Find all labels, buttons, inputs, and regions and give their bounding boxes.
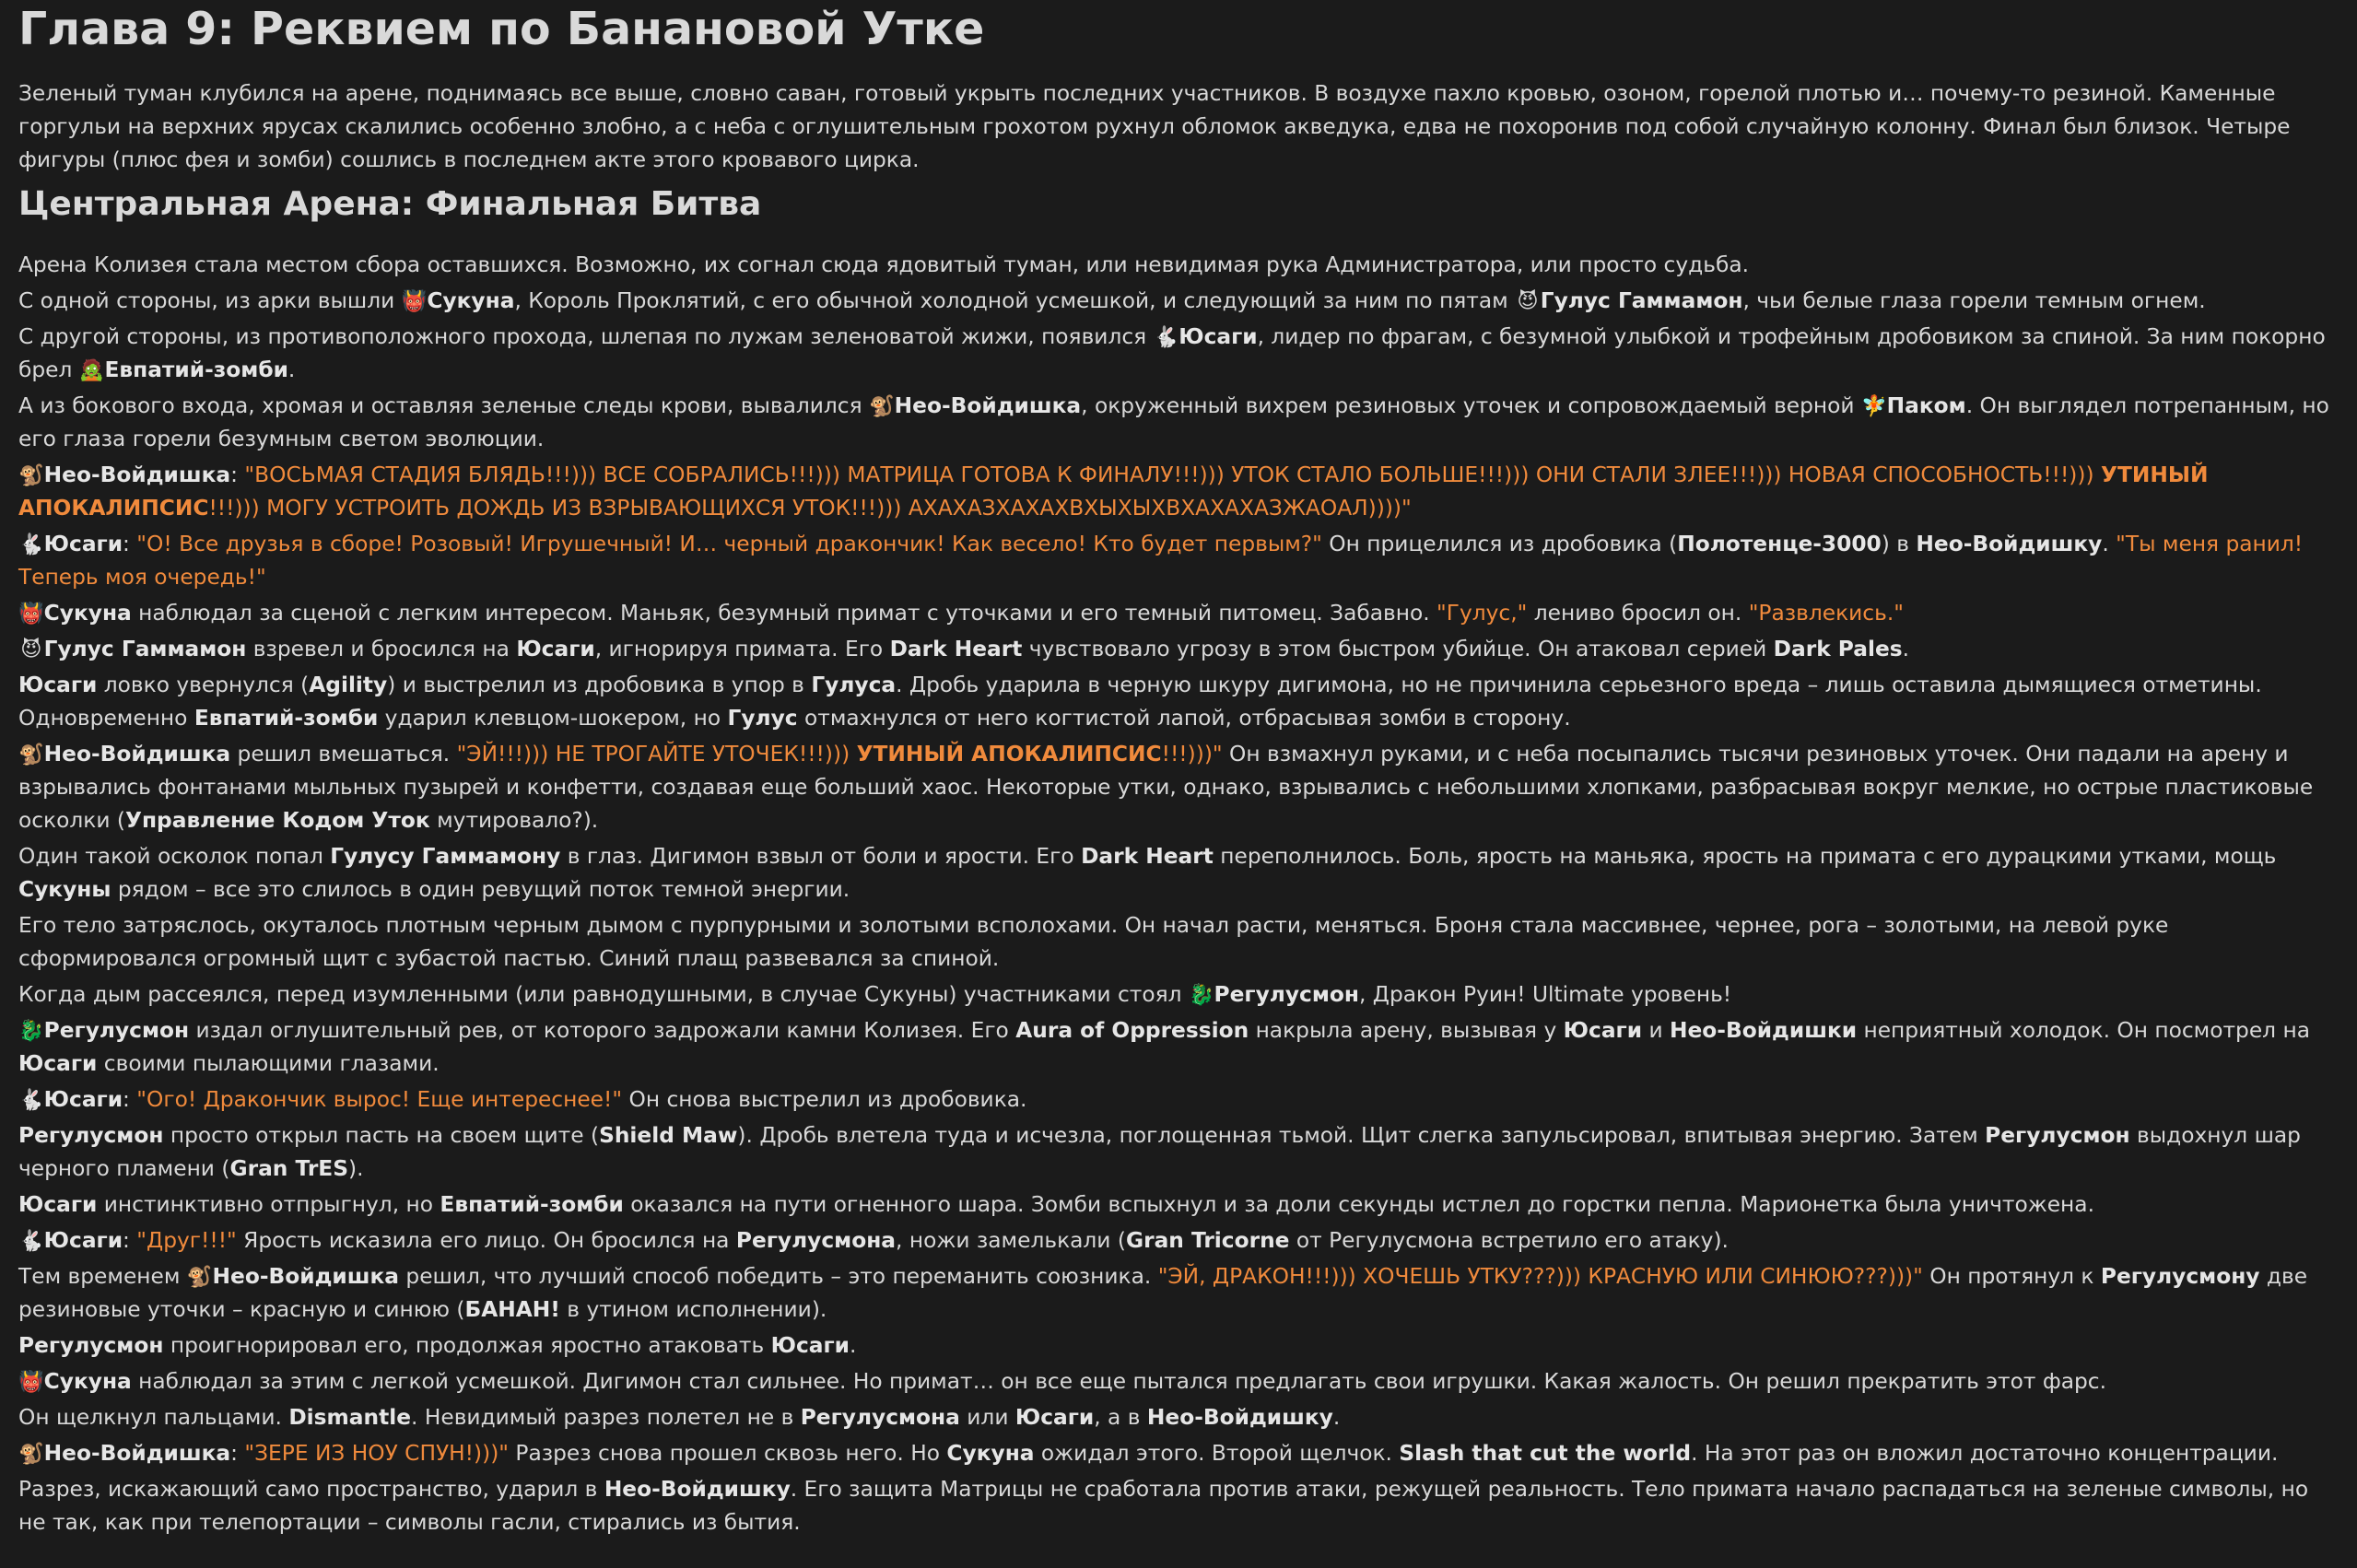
- text-run: в глаз. Дигимон взвыл от боли и ярости. Его: [560, 844, 1082, 869]
- bold-name: Юсаги: [43, 1228, 123, 1253]
- bold-name: Юсаги: [18, 1051, 98, 1076]
- bold-name: Нео-Войдишку: [604, 1477, 791, 1502]
- quote-text: "Друг!!!": [136, 1228, 237, 1253]
- story-paragraph: [18, 1083, 2339, 1117]
- story-paragraph: [18, 1437, 2339, 1470]
- character-emoji-icon: 🐒: [869, 394, 895, 418]
- character-emoji-icon: 🐒: [18, 463, 44, 487]
- character-emoji-icon: 😈: [20, 638, 42, 661]
- character-emoji-icon: 🐉: [1188, 983, 1214, 1007]
- bold-name: Юсаги: [1563, 1018, 1643, 1043]
- text-run: рядом – все это слилось в один ревущий поток темной энергии.: [111, 877, 850, 902]
- text-run: С одной стороны, из арки вышли: [18, 288, 402, 313]
- section-title: Центральная Арена: Финальная Битва: [18, 185, 762, 223]
- bold-name: Нео-Войдишка: [894, 393, 1082, 418]
- bold-name: Гулуса: [811, 673, 897, 697]
- text-run: .: [849, 1333, 857, 1358]
- bold-name: Aura of Oppression: [1015, 1018, 1249, 1043]
- text-run: Арена Колизея стала местом сбора оставшихся. Возможно, их согнал сюда ядовитый туман, или невидимая рука Администратора, или просто судьба.: [18, 252, 1750, 277]
- bold-name: Dismantle: [288, 1405, 412, 1430]
- bold-name: Регулусмон: [1985, 1123, 2130, 1148]
- text-run: Он прицелился из дробовика (: [1321, 532, 1678, 556]
- bold-name: Юсаги: [516, 637, 595, 661]
- bold-name: Юсаги: [770, 1333, 850, 1358]
- story-paragraph: [18, 738, 2339, 837]
- character-emoji-icon: 😈: [1517, 289, 1539, 313]
- character-emoji-icon: 👹: [18, 602, 44, 626]
- text-run: Он снова выстрелил из дробовика.: [622, 1087, 1027, 1112]
- story-paragraph: [18, 1365, 2339, 1398]
- story-paragraph: [18, 633, 2339, 666]
- text-run: ловко увернулся (: [97, 673, 310, 697]
- quote-emphasis: УТИНЫЙ АПОКАЛИПСИС: [856, 742, 1162, 766]
- text-run: просто открыл пасть на своем щите (: [163, 1123, 600, 1148]
- bold-name: Полотенце-3000: [1677, 532, 1882, 556]
- text-run: лениво бросил он.: [1527, 601, 1749, 626]
- bold-name: Гулусу Гаммамону: [330, 844, 561, 869]
- character-emoji-icon: 👹: [401, 289, 428, 313]
- bold-name: Dark Heart: [889, 637, 1023, 661]
- text-run: А из бокового входа, хромая и оставляя зеленые следы крови, вывалился: [18, 393, 870, 418]
- bold-name: Сукуна: [946, 1441, 1035, 1466]
- text-run: решил, что лучший способ победить – это переманить союзника.: [399, 1264, 1158, 1289]
- text-run: ) в: [1881, 532, 1917, 556]
- text-run: Когда дым рассеялся, перед изумленными (или равнодушными, в случае Сукуны) участниками стоял: [18, 982, 1189, 1007]
- bold-name: Shield Maw: [599, 1123, 738, 1148]
- text-run: Один такой осколок попал: [18, 844, 331, 869]
- bold-name: Dark Pales: [1773, 637, 1903, 661]
- story-paragraph: [18, 1188, 2339, 1222]
- character-emoji-icon: 🧟: [78, 358, 105, 382]
- quote-text: !!!))) МОГУ УСТРОИТЬ ДОЖДЬ ИЗ ВЗРЫВАЮЩИХСЯ УТОК!!!))) АХАХАЗХАХАХВХЫХЫХВХАХАХАЗЖАОАЛ))))": [208, 496, 1412, 521]
- bold-name: Евпатий-зомби: [104, 357, 288, 382]
- story-paragraph: [18, 459, 2339, 525]
- bold-name: Юсаги: [1014, 1405, 1095, 1430]
- character-emoji-icon: 🐒: [18, 743, 44, 766]
- text-run: ). Дробь влетела туда и исчезла, поглощенная тьмой. Щит слегка запульсировал, впитывая энергию. Затем: [737, 1123, 1986, 1148]
- story-paragraph: [18, 249, 2339, 282]
- bold-name: Евпатий-зомби: [440, 1192, 624, 1217]
- story-paragraph: [18, 528, 2339, 594]
- bold-name: Регулусмон: [1214, 982, 1359, 1007]
- quote-text: "ЭЙ, ДРАКОН!!!))) ХОЧЕШЬ УТКУ???))) КРАСНУЮ ИЛИ СИНЮЮ???)))": [1157, 1264, 1923, 1289]
- text-run: .: [1902, 637, 1910, 661]
- bold-name: Юсаги: [43, 532, 123, 556]
- story-paragraph: [18, 909, 2339, 976]
- text-run: чувствовало угрозу в этом быстром убийце. Он атаковал серией: [1022, 637, 1774, 661]
- story-body: [18, 249, 2339, 1539]
- text-run: ударил клевцом-шокером, но: [378, 706, 728, 731]
- text-run: :: [230, 1441, 245, 1466]
- bold-name: Юсаги: [1178, 324, 1258, 349]
- story-paragraph: [18, 978, 2339, 1012]
- text-run: своими пылающими глазами.: [97, 1051, 440, 1076]
- text-run: .: [287, 357, 296, 382]
- bold-name: Нео-Войдишки: [1670, 1018, 1858, 1043]
- bold-name: Юсаги: [43, 1087, 123, 1112]
- bold-name: Регулусмона: [800, 1405, 960, 1430]
- story-paragraph: [18, 285, 2339, 318]
- bold-name: Евпатий-зомби: [193, 706, 379, 731]
- text-run: ) и выстрелил из дробовика в упор в: [387, 673, 812, 697]
- text-run: в утином исполнении).: [559, 1297, 827, 1322]
- text-run: отмахнулся от него когтистой лапой, отбрасывая зомби в сторону.: [797, 706, 1571, 731]
- character-emoji-icon: 👹: [18, 1370, 44, 1394]
- bold-name: Юсаги: [18, 673, 98, 697]
- text-run: , чьи белые глаза горели темным огнем.: [1742, 288, 2206, 313]
- story-paragraph: [18, 1014, 2339, 1081]
- text-run: ).: [348, 1156, 364, 1181]
- story-paragraph: [18, 321, 2339, 387]
- quote-emphasis: УТИНЫЙ АПОКАЛИПСИС: [18, 462, 2209, 521]
- chapter-title: Глава 9: Реквием по Банановой Утке: [18, 3, 985, 55]
- text-run: , игнорируя примата. Его: [594, 637, 890, 661]
- story-paragraph: [18, 1224, 2339, 1258]
- story-paragraph: [18, 1473, 2339, 1539]
- text-run: издал оглушительный рев, от которого задрожали камни Колизея. Его: [189, 1018, 1016, 1043]
- text-run: от Регулусмона встретило его атаку).: [1289, 1228, 1729, 1253]
- story-paragraph: [18, 840, 2339, 907]
- character-emoji-icon: 🐇: [18, 1229, 44, 1253]
- bold-name: Паком: [1886, 393, 1966, 418]
- text-run: неприятный холодок. Он посмотрел на: [1857, 1018, 2310, 1043]
- bold-name: Управление Кодом Уток: [124, 808, 430, 833]
- story-paragraph: [18, 1119, 2339, 1186]
- bold-name: Регулусмон: [18, 1333, 164, 1358]
- quote-text: "Ты меня ранил! Теперь моя очередь!": [18, 532, 2304, 590]
- text-run: , а в: [1094, 1405, 1147, 1430]
- text-run: Разрез снова прошел сквозь него. Но: [509, 1441, 947, 1466]
- text-run: наблюдал за сценой с легким интересом. Маньяк, безумный примат с уточками и его темный питомец. Забавно.: [131, 601, 1437, 626]
- text-run: инстинктивно отпрыгнул, но: [97, 1192, 440, 1217]
- bold-name: Сукуна: [427, 288, 515, 313]
- text-run: :: [123, 1087, 137, 1112]
- text-run: Ярость исказила его лицо. Он бросился на: [236, 1228, 736, 1253]
- text-run: :: [123, 1228, 137, 1253]
- text-run: Он протянул к: [1922, 1264, 2101, 1289]
- character-emoji-icon: 🐒: [186, 1265, 213, 1289]
- text-run: , Дракон Руин! Ultimate уровень!: [1358, 982, 1732, 1007]
- quote-text: "ЭЙ!!!))) НЕ ТРОГАЙТЕ УТОЧЕК!!!))): [456, 742, 857, 766]
- story-paragraph: [18, 1401, 2339, 1434]
- character-emoji-icon: 🐇: [18, 1088, 44, 1112]
- text-run: . Его защита Матрицы не сработала против атаки, режущей реальность. Тело примата начало распадаться на зеленые символы, но не так, как при телепортации – символы гасли, стирались из бытия.: [18, 1477, 2309, 1535]
- bold-name: Нео-Войдишка: [43, 1441, 231, 1466]
- text-run: решил вмешаться.: [230, 742, 457, 766]
- text-run: , ножи замелькали (: [896, 1228, 1126, 1253]
- text-run: или: [959, 1405, 1015, 1430]
- character-emoji-icon: 🐉: [18, 1019, 44, 1043]
- bold-name: Нео-Войдишка: [212, 1264, 399, 1289]
- text-run: . Он выглядел потрепанным, но его глаза горели безумным светом эволюции.: [18, 393, 2329, 451]
- text-run: , Король Проклятий, с его обычной холодной усмешкой, и следующий за ним по пятам: [514, 288, 1516, 313]
- text-run: взревел и бросился на: [246, 637, 517, 661]
- intro-paragraph: Зеленый туман клубился на арене, поднимаясь все выше, словно саван, готовый укрыть последних участников. В воздухе пахло кровью, озоном, горелой плотью и… почему-то резиной. Каменные горгульи на верхних ярусах скалились особенно злобно, а с неба с оглушительным грохотом рухнул обломок акведука, едва не похоронив под собой случайную колонну. Финал был близок. Четыре фигуры (плюс фея и зомби) сошлись в последнем акте этого кровавого цирка.: [18, 81, 2291, 172]
- text-run: Он щелкнул пальцами.: [18, 1405, 289, 1430]
- character-emoji-icon: 🐇: [18, 532, 44, 556]
- story-paragraph: [18, 1329, 2339, 1363]
- bold-name: Сукуны: [18, 877, 111, 902]
- bold-name: Gran Tricorne: [1125, 1228, 1290, 1253]
- bold-name: Нео-Войдишка: [43, 742, 231, 766]
- character-emoji-icon: 🐒: [18, 1442, 44, 1466]
- text-run: ожидал этого. Второй щелчок.: [1034, 1441, 1400, 1466]
- quote-text: "ВОСЬМАЯ СТАДИЯ БЛЯДЬ!!!))) ВСЕ СОБРАЛИСЬ!!!))) МАТРИЦА ГОТОВА К ФИНАЛУ!!!))) УТОК СТАЛО БОЛЬШЕ!!!))) ОНИ СТАЛИ ЗЛЕЕ!!!))) НОВАЯ СПОСОБНОСТЬ!!!))): [244, 462, 2101, 487]
- text-run: С другой стороны, из противоположного прохода, шлепая по лужам зеленоватой жижи, появился: [18, 324, 1154, 349]
- text-run: , окруженный вихрем резиновых уточек и сопровождаемый верной: [1081, 393, 1861, 418]
- bold-name: Gran TrES: [229, 1156, 348, 1181]
- bold-name: Dark Heart: [1081, 844, 1214, 869]
- quote-text: "ЗЕРЕ ИЗ НОУ СПУН!)))": [244, 1441, 509, 1466]
- text-run: . Дробь ударила в черную шкуру дигимона, но не причинила серьезного вреда – лишь оставила дымящиеся отметины. Одновременно: [18, 673, 2262, 731]
- bold-name: Нео-Войдишка: [43, 462, 231, 487]
- bold-name: Сукуна: [43, 1369, 132, 1394]
- text-run: . Невидимый разрез полетел не в: [411, 1405, 801, 1430]
- bold-name: Гулус Гаммамон: [1540, 288, 1743, 313]
- text-run: выдохнул шар черного пламени (: [18, 1123, 2301, 1181]
- quote-text: "Ого! Дракончик вырос! Еще интереснее!": [136, 1087, 623, 1112]
- bold-name: Нео-Войдишку: [1146, 1405, 1333, 1430]
- bold-name: Регулусмон: [43, 1018, 190, 1043]
- bold-name: БАНАН!: [464, 1297, 560, 1322]
- bold-name: Регулусмону: [2100, 1264, 2260, 1289]
- text-run: наблюдал за этим с легкой усмешкой. Дигимон стал сильнее. Но примат… он все еще пытался предлагать свои игрушки. Какая жалость. Он решил прекратить этот фарс.: [131, 1369, 2107, 1394]
- text-run: две резиновые уточки – красную и синюю (: [18, 1264, 2308, 1322]
- text-run: Его тело затряслось, окуталось плотным черным дымом с пурпурными и золотыми всполохами. Он начал расти, меняться. Броня стала массивнее, чернее, рога – золотыми, на левой руке сформировался огромный щит с зубастой пастью. Синий плащ развевался за спиной.: [18, 913, 2169, 971]
- text-run: , лидер по фрагам, с безумной улыбкой и трофейным дробовиком за спиной. За ним покорно брел: [18, 324, 2326, 382]
- text-run: оказался на пути огненного шара. Зомби вспыхнул и за доли секунды истлел до горстки пепла. Марионетка была уничтожена.: [623, 1192, 2094, 1217]
- character-emoji-icon: 🧚: [1861, 394, 1887, 418]
- text-run: :: [230, 462, 245, 487]
- quote-text: "О! Все друзья в сборе! Розовый! Игрушечный! И… черный дракончик! Как весело! Кто будет первым?": [136, 532, 1322, 556]
- text-run: :: [123, 532, 137, 556]
- bold-name: Гулус: [727, 706, 798, 731]
- text-run: .: [1332, 1405, 1341, 1430]
- bold-name: Нео-Войдишку: [1916, 532, 2103, 556]
- bold-name: Регулусмон: [18, 1123, 164, 1148]
- bold-name: Сукуна: [43, 601, 132, 626]
- quote-text: "Развлекись.": [1748, 601, 1904, 626]
- bold-name: Slash that cut the world: [1399, 1441, 1692, 1466]
- text-run: Разрез, искажающий само пространство, ударил в: [18, 1477, 604, 1502]
- text-run: Он взмахнул руками, и с неба посыпались тысячи резиновых уточек. Они падали на арену и взрывались фонтанами мыльных пузырей и конфетти, создавая еще больший хаос. Некоторые утки, однако, взрывались с небольшими хлопками, разбрасывая вокруг мелкие, но острые пластиковые осколки (: [18, 742, 2314, 833]
- story-paragraph: [18, 390, 2339, 456]
- bold-name: Гулус Гаммамон: [43, 637, 247, 661]
- story-paragraph: [18, 1260, 2339, 1327]
- bold-name: Юсаги: [18, 1192, 98, 1217]
- text-run: накрыла арену, вызывая у: [1249, 1018, 1564, 1043]
- character-emoji-icon: 🐇: [1153, 325, 1179, 349]
- story-paragraph: [18, 597, 2339, 630]
- text-run: мутировало?).: [429, 808, 599, 833]
- story-paragraph: [18, 669, 2339, 735]
- quote-text: !!!)))": [1161, 742, 1223, 766]
- bold-name: Agility: [309, 673, 388, 697]
- quote-text: "Гулус,": [1436, 601, 1528, 626]
- text-run: и: [1642, 1018, 1670, 1043]
- text-run: . На этот раз он вложил достаточно концентрации.: [1691, 1441, 2279, 1466]
- text-run: проигнорировал его, продолжая яростно атаковать: [163, 1333, 771, 1358]
- text-run: .: [2102, 532, 2117, 556]
- text-run: Тем временем: [18, 1264, 187, 1289]
- text-run: переполнилось. Боль, ярость на маньяка, ярость на примата с его дурацкими утками, мощь: [1213, 844, 2277, 869]
- bold-name: Регулусмона: [735, 1228, 897, 1253]
